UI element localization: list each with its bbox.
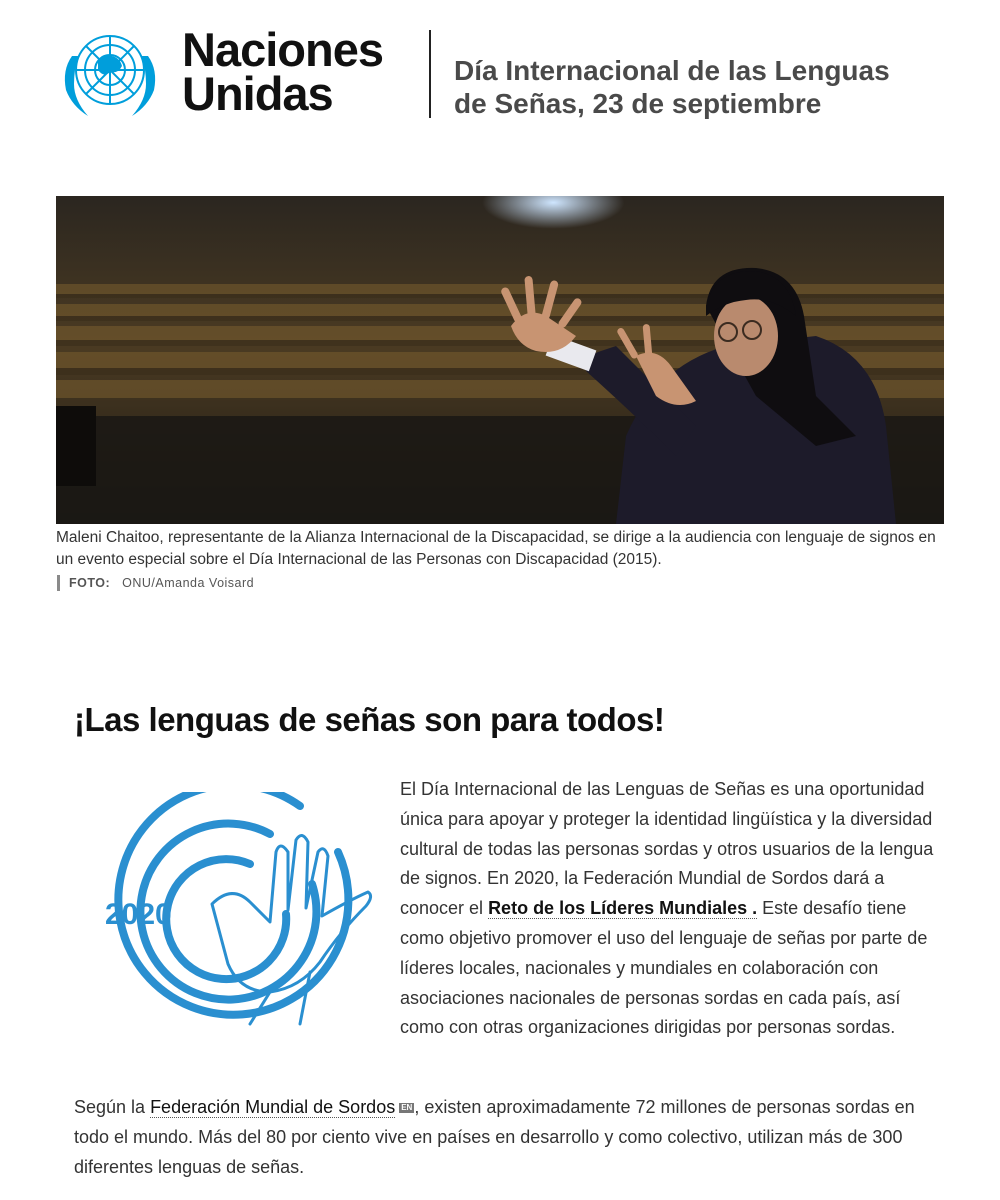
sign-language-day-2020-logo [100, 792, 380, 1042]
logo-year: 2020 [105, 898, 172, 931]
un-emblem-icon[interactable] [52, 26, 168, 122]
page-title-line1: Día Internacional de las Lenguas [454, 55, 890, 86]
stats-text-before: Según la [74, 1097, 151, 1117]
org-name[interactable] [182, 23, 383, 120]
page-title [454, 54, 954, 120]
photo-credit-label: FOTO: [69, 576, 111, 590]
section-heading: ¡Las lenguas de señas son para todos! [74, 701, 665, 738]
photo-credit [57, 575, 254, 591]
page-header [52, 23, 952, 126]
stats-paragraph [74, 1093, 944, 1182]
stats-text-after: , existen aproximadamente 72 millones de personas sordas en todo el mundo. Más del 80 por ciento vive en países en desarrollo y como colectivo, utilizan más de 300 diferentes lenguas de señas. [74, 1097, 915, 1177]
photo-credit-value: ONU/Amanda Voisard [122, 576, 255, 590]
hero-photo-image [56, 196, 944, 524]
intro-text-after: Este desafío tiene como objetivo promover el uso del lenguaje de señas por parte de líderes locales, nacionales y mundiales en colaboración con asociaciones nacionales de personas sordas en cada país, así como con otras organizaciones dirigidas por personas sordas. [400, 898, 928, 1038]
org-name-line2: Unidas [182, 67, 333, 120]
intro-paragraph [400, 775, 940, 1043]
photo-caption: Maleni Chaitoo, representante de la Alianza Internacional de la Discapacidad, se dirige a la audiencia con lenguaje de signos en un evento especial sobre el Día Internacional de las Personas con Discapacidad (2015). [56, 529, 936, 568]
org-name-line1: Naciones [182, 23, 383, 76]
intro-text-before: El Día Internacional de las Lenguas de Señas es una oportunidad única para apoyar y proteger la identidad lingüística y la diversidad cultural de todas las personas sordas y otros usuarios de la lengua de signos. En 2020, la Federación Mundial de Sordos dará a conocer el [400, 779, 934, 919]
hero-photo [56, 196, 944, 524]
page-title-line2: de Señas, 23 de septiembre [454, 88, 822, 119]
wfd-link[interactable]: Federación Mundial de Sordos [150, 1097, 396, 1117]
english-language-icon: EN [401, 1103, 413, 1113]
header-divider [429, 30, 431, 118]
world-leaders-challenge-link[interactable]: Reto de los Líderes Mundiales . [488, 898, 758, 919]
